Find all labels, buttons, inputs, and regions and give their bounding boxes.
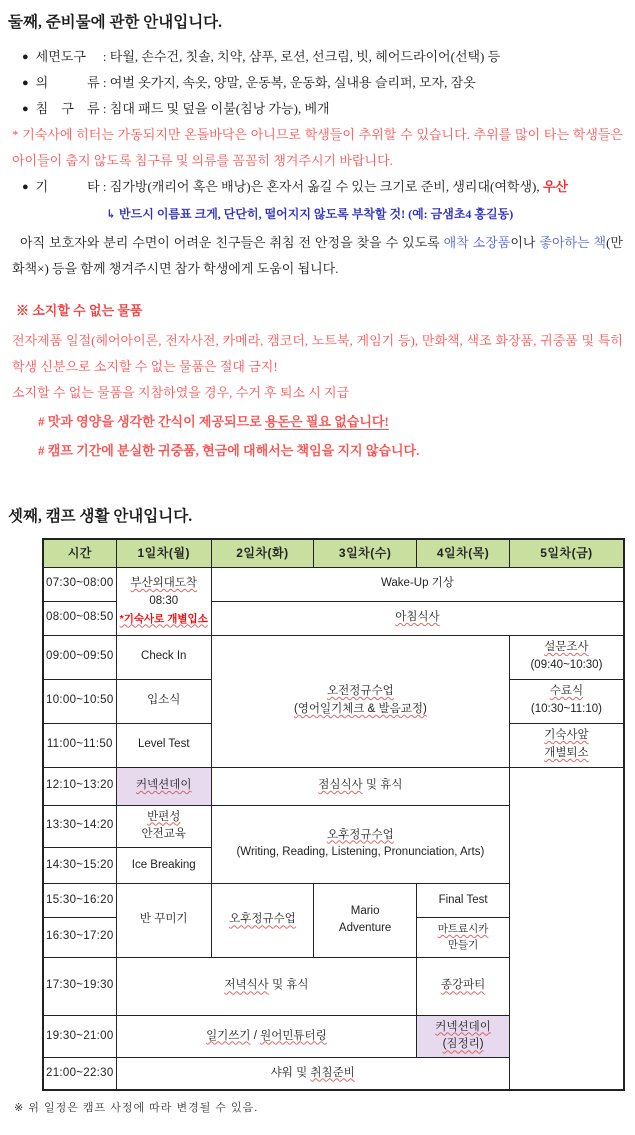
row-1210	[43, 767, 624, 805]
attachment-text: 이나	[510, 235, 540, 250]
cell-day5-empty	[509, 767, 624, 1090]
prohibited-items-line1: 전자제품 일절(헤어아이론, 전자사전, 카메라, 캠코더, 노트북, 게임기 등), 만화책, 색조 화장품, 귀중품 및 특히 학생 신분으로 소지할 수 없는 물품은 절대 금지!	[12, 333, 623, 374]
bullet-label: 침 구 류	[35, 101, 100, 116]
nametag-note: ↳ 반드시 이름표 크게, 단단히, 떨어지지 않도록 부착할 것! (예: 금샘초4 홍길동)	[106, 207, 514, 221]
time-cell: 13:30~14:20	[43, 805, 116, 848]
bullet-text: 침대 패드 및 덮을 이불(침낭 가능), 베개	[109, 101, 330, 116]
cell-level-test: Level Test	[116, 723, 211, 767]
bullet-separator: :	[99, 75, 110, 90]
attachment-item-emphasis: 애착 소장품	[443, 235, 511, 250]
attachment-text: (만화책×) 등을 함께 챙겨주시면 참가 학생에게 도움이 됩니다.	[12, 235, 623, 276]
bullet-toiletries	[22, 44, 625, 70]
cell-entrance-ceremony: 입소식	[116, 679, 211, 723]
cell-arrival: 부산외대도착 08:30 *기숙사로 개별입소	[116, 567, 211, 635]
bullet-icon: ●	[22, 51, 29, 63]
bullet-clothing	[22, 70, 625, 96]
cell-dorm-exit: 기숙사앞 개별퇴소	[509, 723, 624, 767]
attachment-text: 아직 보호자와 분리 수면이 어려운 친구들은 취침 전 안정을 찾을 수 있도록	[20, 235, 444, 250]
time-cell: 11:00~11:50	[43, 723, 116, 767]
time-cell: 14:30~15:20	[43, 848, 116, 884]
bullet-label: 세면도구	[35, 49, 86, 64]
time-cell: 19:30~21:00	[43, 1015, 116, 1058]
header-day5: 5일차(금)	[509, 539, 624, 567]
cell-closing-party: 종강파티	[417, 957, 510, 1015]
cell-matryoshka: 마트료시카 만들기	[417, 918, 510, 958]
cell-afternoon-class: 오후정규수업 (Writing, Reading, Listening, Pronunciation, Arts)	[211, 805, 509, 884]
row-0900	[43, 635, 624, 679]
cell-morning-class: 오전정규수업 (영어일기체크 & 발음교정)	[211, 635, 509, 767]
header-day4: 4일차(목)	[417, 539, 510, 567]
row-0730	[43, 567, 624, 601]
bullet-separator: :	[99, 49, 110, 64]
section2-title: 둘째, 준비물에 관한 안내입니다.	[8, 14, 223, 31]
cell-connection-day: 커넥션데이	[116, 767, 211, 805]
cell-ice-breaking: Ice Breaking	[116, 848, 211, 884]
no-allowance-emphasis: 용돈은 필요 없습니다!	[264, 414, 389, 429]
bullet-label: 기 타	[35, 179, 100, 194]
header-time: 시간	[43, 539, 116, 567]
cell-wakeup: Wake-Up 기상	[211, 567, 624, 601]
cell-dinner: 저녁식사 및 휴식	[116, 957, 417, 1015]
bullet-etc	[22, 174, 625, 200]
bullet-bedding	[22, 96, 625, 122]
cell-shower: 샤워 및 취침준비	[116, 1058, 509, 1090]
header-day1: 1일차(월)	[116, 539, 211, 567]
bullet-text: 여벌 옷가지, 속옷, 양말, 운동복, 운동화, 실내용 슬리퍼, 모자, 잠옷	[109, 75, 476, 90]
cell-final-test: Final Test	[417, 884, 510, 918]
cell-class-decorating: 반 꾸미기	[116, 884, 211, 958]
time-cell: 08:00~08:50	[43, 601, 116, 635]
section3-title: 셋째, 캠프 생활 안내입니다.	[8, 508, 193, 525]
time-cell: 07:30~08:00	[43, 567, 116, 601]
cell-breakfast: 아침식사	[211, 601, 624, 635]
time-cell: 17:30~19:30	[43, 957, 116, 1015]
schedule-footnote: ※ 위 일정은 캠프 사정에 따라 변경될 수 있음.	[14, 1101, 259, 1114]
bullet-text: 타월, 손수건, 칫솔, 치약, 샴푸, 로션, 선크림, 빗, 헤어드라이어(선택) 등	[109, 49, 501, 64]
time-cell: 10:00~10:50	[43, 679, 116, 723]
cell-checkin: Check In	[116, 635, 211, 679]
cell-mario-adventure: Mario Adventure	[314, 884, 417, 958]
umbrella-emphasis: 우산	[542, 179, 568, 194]
time-cell: 12:10~13:20	[43, 767, 116, 805]
prohibited-items-title: ※ 소지할 수 없는 물품	[16, 303, 143, 318]
cell-completion-ceremony: 수료식 (10:30~11:10)	[509, 679, 624, 723]
favorite-book-emphasis: 좋아하는 책	[539, 235, 607, 250]
cell-lunch: 점심식사 및 휴식	[211, 767, 509, 805]
cell-diary-tutoring: 일기쓰기 / 원어민튜터링	[116, 1015, 417, 1058]
bullet-icon: ●	[22, 77, 29, 89]
attachment-paragraph	[12, 230, 623, 282]
header-day2: 2일차(화)	[211, 539, 313, 567]
cell-afternoon-class2: 오후정규수업	[211, 884, 313, 958]
time-cell: 16:30~17:20	[43, 918, 116, 958]
bullet-label: 의 류	[35, 75, 100, 90]
section-gap	[8, 466, 625, 500]
valuables-note: # 캠프 기간에 분실한 귀중품, 현금에 대해서는 책임을 지지 않습니다.	[38, 443, 420, 458]
time-cell: 09:00~09:50	[43, 635, 116, 679]
snack-note: # 맛과 영양을 생각한 간식이 제공되므로 용돈은 필요 없습니다!	[38, 414, 389, 429]
bullet-separator: :	[99, 179, 110, 194]
bullet-separator: :	[99, 101, 110, 116]
bullet-icon: ●	[22, 103, 29, 115]
prohibited-items-line2: 소지할 수 없는 물품을 지참하였을 경우, 수거 후 퇴소 시 지급	[12, 385, 350, 400]
schedule-header-row	[43, 539, 624, 567]
time-cell: 15:30~16:20	[43, 884, 116, 918]
time-cell: 21:00~22:30	[43, 1058, 116, 1090]
heater-note: * 기숙사에 히터는 가동되지만 온돌바닥은 아니므로 학생들이 추위할 수 있습니다. 추위를 많이 타는 학생들은 아이들이 춥지 않도록 침구류 및 의류를 꼼꼼히 챙겨주시기 바랍니다.	[12, 127, 623, 168]
header-day3: 3일차(수)	[314, 539, 417, 567]
cell-connection-day2: 커넥션데이 (짐정리)	[417, 1015, 510, 1058]
camp-schedule-table	[42, 538, 625, 1091]
bullet-icon: ●	[22, 181, 29, 193]
cell-class-assignment: 반편성 안전교육	[116, 805, 211, 848]
cell-survey: 설문조사 (09:40~10:30)	[509, 635, 624, 679]
bullet-text: 짐가방(캐리어 혹은 배낭)은 혼자서 옮길 수 있는 크기로 준비, 생리대(여학생),	[109, 179, 543, 194]
